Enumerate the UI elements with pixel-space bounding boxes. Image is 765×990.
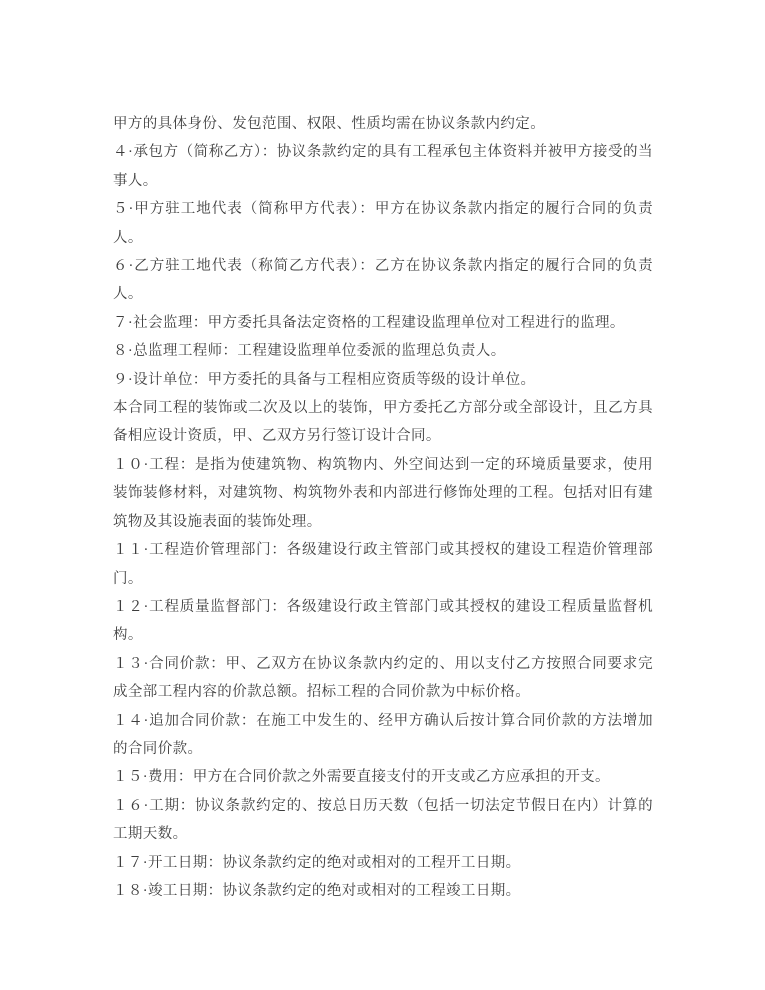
paragraph: １６·工期：协议条款约定的、按总日历天数（包括一切法定节假日在内）计算的工期天数。 bbox=[113, 797, 653, 843]
paragraph: ５·甲方驻工地代表（简称甲方代表）：甲方在协议条款内指定的履行合同的负责人。 bbox=[113, 201, 653, 246]
paragraph: １５·费用：甲方在合同价款之外需要直接支付的开支或乙方应承担的开支。 bbox=[113, 769, 610, 786]
paragraph: １１·工程造价管理部门：各级建设行政主管部门或其授权的建设工程造价管理部门。 bbox=[113, 542, 653, 587]
paragraph: １８·竣工日期：协议条款约定的绝对或相对的工程竣工日期。 bbox=[113, 882, 521, 899]
paragraph: 本合同工程的装饰或二次及以上的装饰，甲方委托乙方部分或全部设计，且乙方具备相应设计资质，甲、乙双方另行签订设计合同。 bbox=[113, 400, 653, 445]
paragraph: ８·总监理工程师：工程建设监理单位委派的监理总负责人。 bbox=[113, 343, 506, 360]
paragraph: １４·追加合同价款：在施工中发生的、经甲方确认后按计算合同价款的方法增加的合同价款。 bbox=[113, 712, 653, 757]
paragraph: １２·工程质量监督部门：各级建设行政主管部门或其授权的建设工程质量监督机构。 bbox=[113, 598, 653, 644]
document-content bbox=[113, 110, 653, 905]
paragraph: ４·承包方（简称乙方）：协议条款约定的具有工程承包主体资料并被甲方接受的当事人。 bbox=[113, 144, 653, 189]
paragraph: 甲方的具体身份、发包范围、权限、性质均需在协议条款内约定。 bbox=[113, 116, 546, 132]
paragraph: １７·开工日期：协议条款约定的绝对或相对的工程开工日期。 bbox=[113, 854, 521, 871]
paragraph: ７·社会监理：甲方委托具备法定资格的工程建设监理单位对工程进行的监理。 bbox=[113, 314, 625, 331]
paragraph: １０·工程：是指为使建筑物、构筑物内、外空间达到一定的环境质量要求，使用装饰装修材料，对建筑物、构筑物外表和内部进行修饰处理的工程。包括对旧有建筑物及其设施表面的装饰处理。 bbox=[113, 456, 653, 530]
paragraph: ９·设计单位：甲方委托的具备与工程相应资质等级的设计单位。 bbox=[113, 371, 536, 388]
paragraph: ６·乙方驻工地代表（称简乙方代表）：乙方在协议条款内指定的履行合同的负责人。 bbox=[113, 258, 653, 303]
paragraph: １３·合同价款：甲、乙双方在协议条款内约定的、用以支付乙方按照合同要求完成全部工程内容的价款总额。招标工程的合同价款为中标价格。 bbox=[113, 655, 653, 701]
